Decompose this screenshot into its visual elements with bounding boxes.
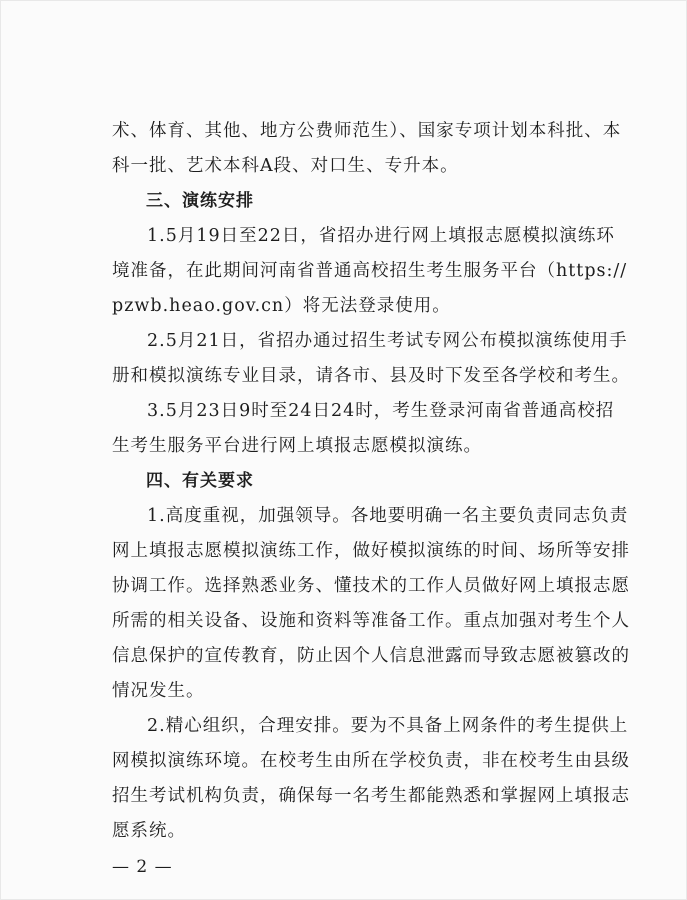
paragraph-arrangement-1: 1.5月19日至22日，省招办进行网上填报志愿模拟演练环境准备，在此期间河南省普通高校招生考生服务平台（https://pzwb.heao.gov.cn）将无法登录使用。 [112,226,628,316]
paragraph-arrangement-3: 3.5月23日9时至24日24时，考生登录河南省普通高校招生考生服务平台进行网上填报志愿模拟演练。 [112,401,615,456]
section-heading-requirements: 四、有关要求 [146,471,254,491]
page-number: — 2 — [112,857,173,877]
paragraph-requirement-1: 1.高度重视，加强领导。各地要明确一名主要负责同志负责网上填报志愿模拟演练工作，做好模拟演练的时间、场所等安排协调工作。选择熟悉业务、懂技术的工作人员做好网上填报志愿所需的相关设备、设施和资料等准备工作。重点加强对考生个人信息保护的宣传教育，防止因个人信息泄露而导致志愿被篡改的情况发生。 [112,506,630,701]
section-heading-arrangement: 三、演练安排 [146,191,254,211]
paragraph-requirement-2: 2.精心组织，合理安排。要为不具备上网条件的考生提供上网模拟演练环境。在校考生由所在学校负责，非在校考生由县级招生考试机构负责，确保每一名考生都能熟悉和掌握网上填报志愿系统。 [112,716,630,841]
document-body [112,114,632,849]
paragraph-arrangement-2: 2.5月21日，省招办通过招生考试专网公布模拟演练使用手册和模拟演练专业目录，请各市、县及时下发至各学校和考生。 [112,331,630,386]
paragraph-continuation: 术、体育、其他、地方公费师范生）、国家专项计划本科批、本科一批、艺术本科A段、对口生、专升本。 [112,121,622,176]
